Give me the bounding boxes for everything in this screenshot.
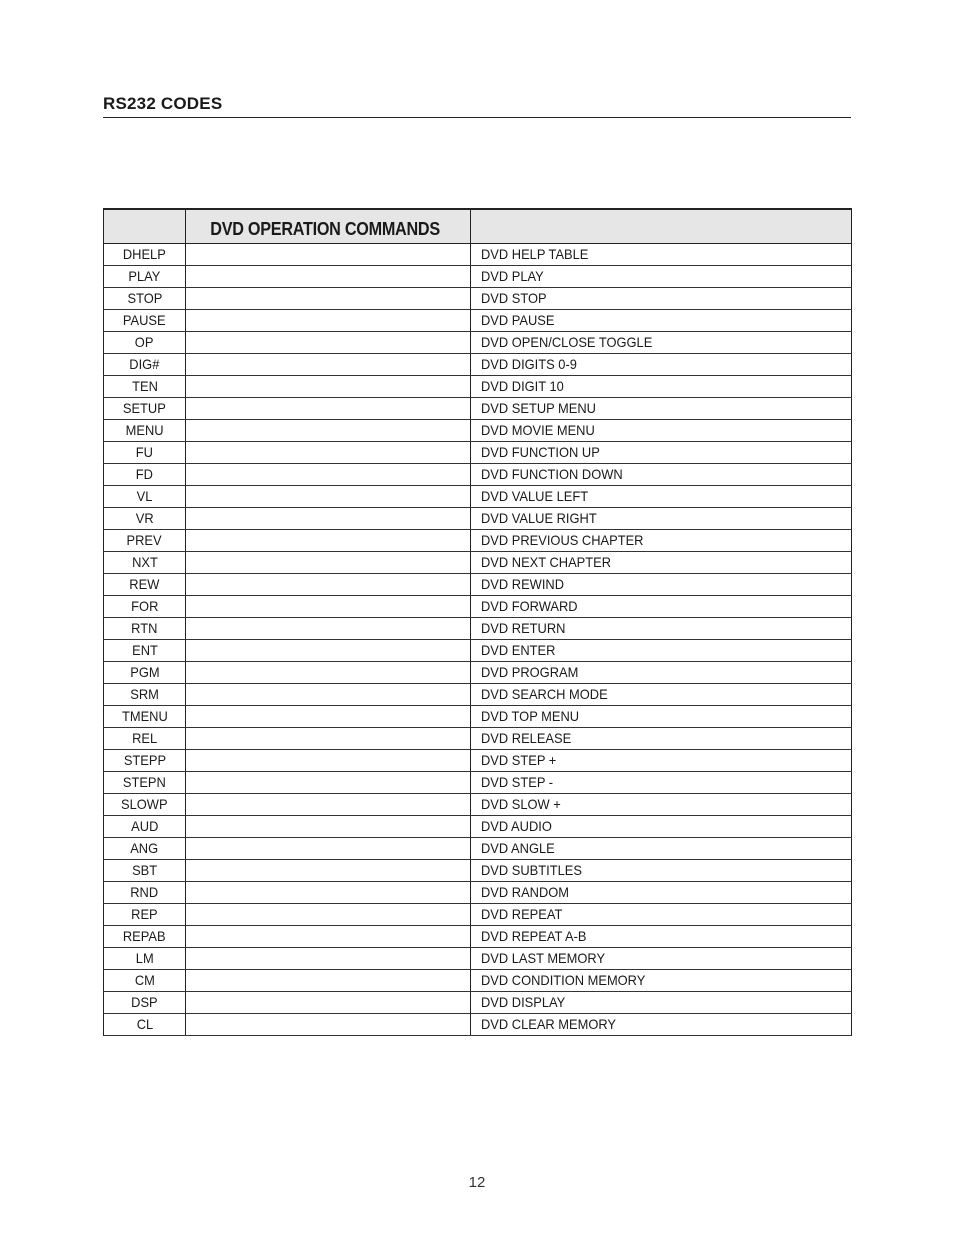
- table-row: [104, 948, 852, 970]
- command-code-cell: [104, 926, 186, 948]
- table-row: [104, 684, 852, 706]
- command-code: PREV: [126, 532, 163, 548]
- command-code: SBT: [131, 862, 158, 878]
- command-code-cell: [104, 266, 186, 288]
- page-number: 12: [468, 1174, 486, 1191]
- table-row: [104, 508, 852, 530]
- command-description-cell: [471, 596, 852, 618]
- command-description-cell: [471, 310, 852, 332]
- table-row: [104, 552, 852, 574]
- table-row: [104, 728, 852, 750]
- blank-cell: [186, 288, 471, 310]
- command-description-cell: [471, 992, 852, 1014]
- command-description: DVD HELP TABLE: [481, 246, 589, 262]
- table-row: [104, 288, 852, 310]
- header-code-cell: [104, 209, 186, 244]
- table-row: [104, 662, 852, 684]
- table-row: [104, 640, 852, 662]
- blank-cell: [186, 1014, 471, 1036]
- command-code-cell: [104, 662, 186, 684]
- command-description: DVD VALUE LEFT: [481, 488, 589, 504]
- command-description: DVD PAUSE: [481, 312, 555, 328]
- command-description-cell: [471, 794, 852, 816]
- blank-cell: [186, 310, 471, 332]
- table-row: [104, 772, 852, 794]
- section-title: RS232 CODES: [103, 94, 223, 113]
- command-code: AUD: [130, 818, 159, 834]
- table-row: [104, 904, 852, 926]
- command-description: DVD PROGRAM: [481, 664, 579, 680]
- command-code-cell: [104, 530, 186, 552]
- command-description: DVD SUBTITLES: [481, 862, 582, 878]
- table-row: [104, 618, 852, 640]
- blank-cell: [186, 266, 471, 288]
- command-description: DVD LAST MEMORY: [481, 950, 606, 966]
- blank-cell: [186, 948, 471, 970]
- table-row: [104, 574, 852, 596]
- table-row: [104, 860, 852, 882]
- blank-cell: [186, 464, 471, 486]
- command-description-cell: [471, 926, 852, 948]
- command-code-cell: [104, 442, 186, 464]
- command-code-cell: [104, 640, 186, 662]
- table-title: DVD OPERATION COMMANDS: [210, 219, 440, 239]
- command-code-cell: [104, 376, 186, 398]
- command-code-cell: [104, 992, 186, 1014]
- command-description-cell: [471, 420, 852, 442]
- blank-cell: [186, 244, 471, 266]
- command-code-cell: [104, 772, 186, 794]
- blank-cell: [186, 354, 471, 376]
- command-code-cell: [104, 552, 186, 574]
- command-code-cell: [104, 332, 186, 354]
- command-code-cell: [104, 838, 186, 860]
- command-description-cell: [471, 904, 852, 926]
- command-code: MENU: [125, 422, 164, 438]
- command-code: VR: [135, 510, 154, 526]
- command-description: DVD PREVIOUS CHAPTER: [481, 532, 644, 548]
- command-description-cell: [471, 860, 852, 882]
- blank-cell: [186, 838, 471, 860]
- blank-cell: [186, 772, 471, 794]
- table-body: [104, 244, 852, 1036]
- command-code: PLAY: [128, 268, 161, 284]
- command-description-cell: [471, 772, 852, 794]
- blank-cell: [186, 662, 471, 684]
- command-code: CM: [134, 972, 155, 988]
- table-row: [104, 420, 852, 442]
- command-code: PGM: [129, 664, 160, 680]
- command-description-cell: [471, 640, 852, 662]
- command-code: REP: [131, 906, 158, 922]
- command-description: DVD REWIND: [481, 576, 565, 592]
- table-row: [104, 816, 852, 838]
- command-description-cell: [471, 706, 852, 728]
- command-code: FU: [135, 444, 154, 460]
- blank-cell: [186, 618, 471, 640]
- blank-cell: [186, 904, 471, 926]
- blank-cell: [186, 508, 471, 530]
- command-code-cell: [104, 310, 186, 332]
- command-code: STOP: [127, 290, 162, 306]
- command-description: DVD FUNCTION UP: [481, 444, 600, 460]
- table-row: [104, 354, 852, 376]
- command-code-cell: [104, 794, 186, 816]
- table-header-row: [104, 209, 852, 244]
- command-description-cell: [471, 332, 852, 354]
- command-code-cell: [104, 882, 186, 904]
- blank-cell: [186, 684, 471, 706]
- command-code-cell: [104, 420, 186, 442]
- command-code-cell: [104, 970, 186, 992]
- command-description: DVD SLOW +: [481, 796, 561, 812]
- command-code-cell: [104, 948, 186, 970]
- command-code-cell: [104, 244, 186, 266]
- command-description-cell: [471, 266, 852, 288]
- command-code: STEPN: [123, 774, 166, 790]
- table-row: [104, 1014, 852, 1036]
- command-description: DVD SETUP MENU: [481, 400, 596, 416]
- command-code: DIG#: [129, 356, 160, 372]
- command-code: DHELP: [123, 246, 166, 262]
- command-code-cell: [104, 464, 186, 486]
- blank-cell: [186, 574, 471, 596]
- table-row: [104, 794, 852, 816]
- table-row: [104, 464, 852, 486]
- table-row: [104, 310, 852, 332]
- blank-cell: [186, 552, 471, 574]
- blank-cell: [186, 970, 471, 992]
- command-description-cell: [471, 618, 852, 640]
- table-row: [104, 706, 852, 728]
- table-row: [104, 882, 852, 904]
- table-row: [104, 750, 852, 772]
- command-description-cell: [471, 530, 852, 552]
- command-code-cell: [104, 288, 186, 310]
- blank-cell: [186, 376, 471, 398]
- blank-cell: [186, 992, 471, 1014]
- table-row: [104, 376, 852, 398]
- blank-cell: [186, 882, 471, 904]
- blank-cell: [186, 420, 471, 442]
- command-code-cell: [104, 508, 186, 530]
- command-code-cell: [104, 354, 186, 376]
- table-row: [104, 970, 852, 992]
- command-description: DVD REPEAT: [481, 906, 563, 922]
- table-row: [104, 266, 852, 288]
- command-code: TMENU: [121, 708, 168, 724]
- command-description-cell: [471, 948, 852, 970]
- command-code: TEN: [131, 378, 158, 394]
- command-description: DVD RELEASE: [481, 730, 572, 746]
- command-description: DVD STOP: [481, 290, 547, 306]
- command-description: DVD RETURN: [481, 620, 566, 636]
- blank-cell: [186, 442, 471, 464]
- table-row: [104, 926, 852, 948]
- command-description-cell: [471, 882, 852, 904]
- command-description-cell: [471, 508, 852, 530]
- table-row: [104, 244, 852, 266]
- command-code: NXT: [131, 554, 158, 570]
- blank-cell: [186, 332, 471, 354]
- command-code: SRM: [130, 686, 159, 702]
- command-description-cell: [471, 838, 852, 860]
- blank-cell: [186, 794, 471, 816]
- command-code: CL: [136, 1016, 153, 1032]
- command-description: DVD RANDOM: [481, 884, 570, 900]
- command-code-cell: [104, 596, 186, 618]
- command-code: SLOWP: [121, 796, 168, 812]
- command-description-cell: [471, 662, 852, 684]
- command-code-cell: [104, 860, 186, 882]
- command-code: DSP: [131, 994, 158, 1010]
- command-code-cell: [104, 750, 186, 772]
- command-description: DVD TOP MENU: [481, 708, 580, 724]
- command-description: DVD MOVIE MENU: [481, 422, 595, 438]
- command-code: ENT: [131, 642, 158, 658]
- command-code: ANG: [130, 840, 159, 856]
- command-description: DVD ANGLE: [481, 840, 555, 856]
- command-description-cell: [471, 354, 852, 376]
- blank-cell: [186, 706, 471, 728]
- command-description-cell: [471, 816, 852, 838]
- command-description-cell: [471, 244, 852, 266]
- blank-cell: [186, 816, 471, 838]
- table-row: [104, 530, 852, 552]
- command-description: DVD CLEAR MEMORY: [481, 1016, 617, 1032]
- header-title-cell: [186, 209, 471, 244]
- blank-cell: [186, 530, 471, 552]
- command-description-cell: [471, 1014, 852, 1036]
- blank-cell: [186, 486, 471, 508]
- command-description: DVD REPEAT A-B: [481, 928, 587, 944]
- command-description: DVD OPEN/CLOSE TOGGLE: [481, 334, 653, 350]
- table-row: [104, 398, 852, 420]
- command-code-cell: [104, 904, 186, 926]
- command-code-cell: [104, 684, 186, 706]
- table-row: [104, 442, 852, 464]
- command-description: DVD CONDITION MEMORY: [481, 972, 646, 988]
- command-code-cell: [104, 486, 186, 508]
- command-code: STEPP: [123, 752, 166, 768]
- table-row: [104, 596, 852, 618]
- blank-cell: [186, 860, 471, 882]
- command-code-cell: [104, 728, 186, 750]
- command-description-cell: [471, 376, 852, 398]
- command-code-cell: [104, 574, 186, 596]
- blank-cell: [186, 926, 471, 948]
- command-code-cell: [104, 398, 186, 420]
- command-description: DVD NEXT CHAPTER: [481, 554, 612, 570]
- rs232-codes-table: [103, 208, 852, 1036]
- table-row: [104, 992, 852, 1014]
- blank-cell: [186, 596, 471, 618]
- command-description: DVD FUNCTION DOWN: [481, 466, 623, 482]
- command-description: DVD DIGITS 0-9: [481, 356, 577, 372]
- command-description-cell: [471, 464, 852, 486]
- blank-cell: [186, 398, 471, 420]
- table-row: [104, 332, 852, 354]
- command-code-cell: [104, 816, 186, 838]
- command-description: DVD ENTER: [481, 642, 556, 658]
- command-description: DVD STEP +: [481, 752, 557, 768]
- blank-cell: [186, 640, 471, 662]
- command-code: REW: [129, 576, 160, 592]
- command-code-cell: [104, 618, 186, 640]
- command-code: REL: [131, 730, 158, 746]
- command-description-cell: [471, 684, 852, 706]
- blank-cell: [186, 750, 471, 772]
- command-description: DVD SEARCH MODE: [481, 686, 608, 702]
- command-description-cell: [471, 750, 852, 772]
- command-description-cell: [471, 398, 852, 420]
- command-code: PAUSE: [123, 312, 166, 328]
- command-description-cell: [471, 574, 852, 596]
- command-code: RTN: [131, 620, 158, 636]
- command-description: DVD PLAY: [481, 268, 544, 284]
- command-description: DVD STEP -: [481, 774, 554, 790]
- command-code: OP: [135, 334, 154, 350]
- command-description-cell: [471, 442, 852, 464]
- command-code-cell: [104, 1014, 186, 1036]
- command-code: LM: [135, 950, 154, 966]
- command-description-cell: [471, 552, 852, 574]
- command-code: SETUP: [123, 400, 166, 416]
- command-description-cell: [471, 970, 852, 992]
- blank-cell: [186, 728, 471, 750]
- command-description: DVD FORWARD: [481, 598, 578, 614]
- command-description: DVD AUDIO: [481, 818, 552, 834]
- command-description-cell: [471, 288, 852, 310]
- table-row: [104, 486, 852, 508]
- command-description: DVD DISPLAY: [481, 994, 566, 1010]
- header-description-cell: [471, 209, 852, 244]
- command-code: RND: [130, 884, 159, 900]
- command-description-cell: [471, 728, 852, 750]
- table-row: [104, 838, 852, 860]
- command-code: VL: [136, 488, 153, 504]
- command-description-cell: [471, 486, 852, 508]
- section-heading: [103, 94, 851, 118]
- command-code: REPAB: [123, 928, 166, 944]
- command-code-cell: [104, 706, 186, 728]
- command-description: DVD VALUE RIGHT: [481, 510, 597, 526]
- command-code: FOR: [130, 598, 159, 614]
- command-code: FD: [135, 466, 154, 482]
- command-description: DVD DIGIT 10: [481, 378, 564, 394]
